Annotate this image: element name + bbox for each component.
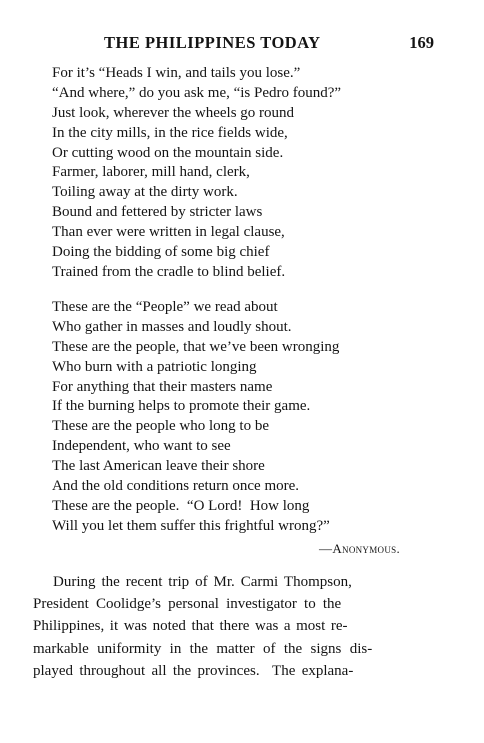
poem-line: If the burning helps to promote their game.	[52, 398, 311, 415]
poem-line: Toiling away at the dirty work.	[52, 184, 238, 201]
poem-line: Who gather in masses and loudly shout.	[52, 318, 292, 335]
page-number: 169	[409, 33, 434, 52]
prose-paragraph	[33, 571, 372, 682]
poem-line: Will you let them suffer this frightful wrong?”	[52, 517, 330, 534]
poem-line: Who burn with a patriotic longing	[52, 358, 257, 375]
prose-line: markable uniformity in the matter of the signs dis-	[33, 640, 373, 657]
poem-line: For anything that their masters name	[52, 378, 273, 395]
poem-line: Farmer, laborer, mill hand, clerk,	[52, 164, 250, 181]
poem-line: Just look, wherever the wheels go round	[52, 104, 295, 121]
poem-line: Trained from the cradle to blind belief.	[52, 263, 286, 280]
poem-line: These are the “People” we read about	[52, 299, 278, 315]
page-header	[104, 33, 434, 55]
poem-attribution: —Anonymous.	[319, 541, 400, 556]
poem-line: Bound and fettered by stricter laws	[52, 204, 263, 221]
prose-line: Philippines, it was noted that there was a most re-	[33, 618, 348, 635]
poem-line: These are the people, that we’ve been wronging	[52, 338, 340, 355]
poem-line: “And where,” do you ask me, “is Pedro found?”	[52, 84, 342, 101]
poem-line: In the city mills, in the rice fields wide,	[52, 124, 288, 141]
prose-line: played throughout all the provinces. The explana-	[33, 662, 354, 679]
poem-line: Independent, who want to see	[52, 438, 231, 455]
poem-line: These are the people who long to be	[52, 418, 270, 435]
poem-line: The last American leave their shore	[52, 458, 265, 475]
poem-line: Doing the bidding of some big chief	[52, 244, 270, 261]
poem-line: Or cutting wood on the mountain side.	[52, 144, 284, 161]
poem-line: For it’s “Heads I win, and tails you lose.”	[52, 65, 301, 81]
prose-line: President Coolidge’s personal investigator to the	[33, 596, 342, 613]
prose-line: During the recent trip of Mr. Carmi Thompson,	[53, 574, 352, 590]
running-title: THE PHILIPPINES TODAY	[104, 33, 321, 52]
poem-line: These are the people. “O Lord! How long	[52, 497, 310, 514]
poem-line: Than ever were written in legal clause,	[52, 224, 285, 241]
poem-stanza-2	[52, 298, 339, 537]
poem-stanza-1	[52, 64, 341, 283]
poem-line: And the old conditions return once more.	[52, 478, 300, 495]
